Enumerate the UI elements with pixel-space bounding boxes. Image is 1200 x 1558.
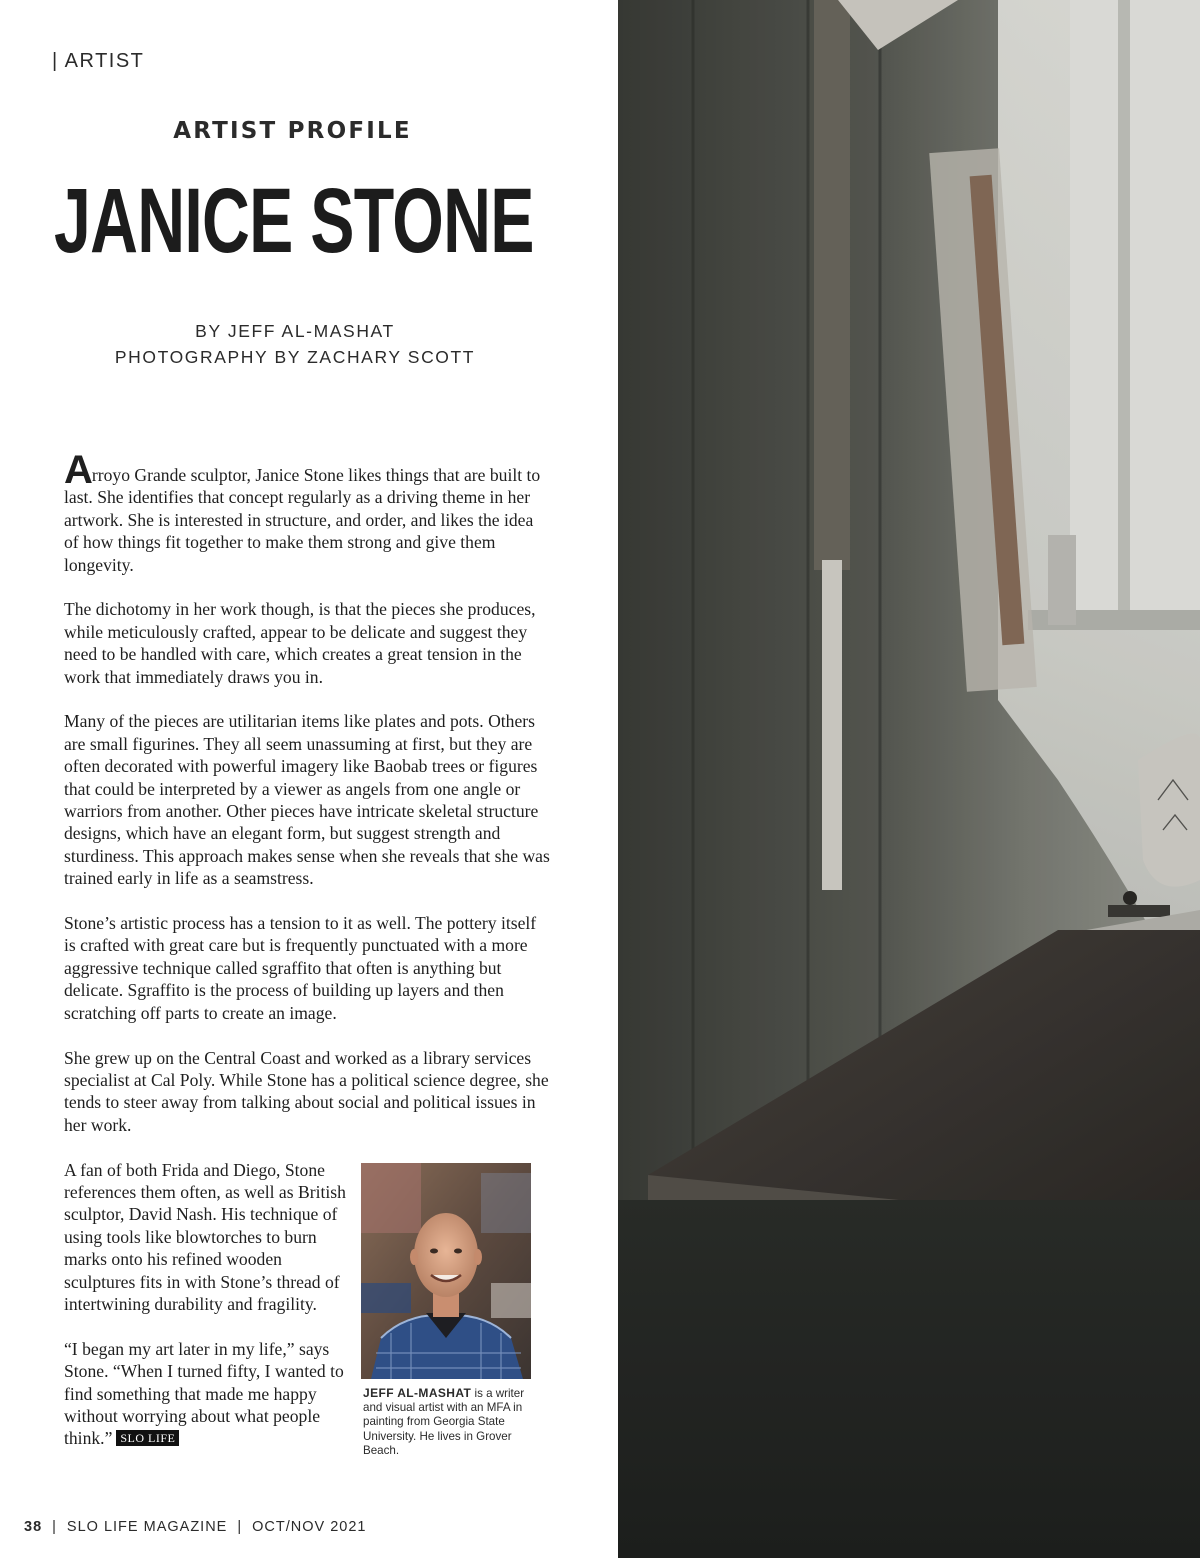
author-photo [361,1163,531,1379]
paragraph-2: The dichotomy in her work though, is that the pieces she produces, while meticulously crafted, appear to be delicate and suggest they need to be handled with care, which creates a great tension in the work that immediately draws you in. [64,599,536,687]
paragraph-7-text: “I began my art later in my life,” says Stone. “When I turned fifty, I wanted to find something that made me happy without worrying about what people think.” [64,1338,344,1449]
footer-separator: | [52,1519,57,1535]
author-bio-text: is a writer and visual artist with an MFA in painting from Georgia State University. He lives in Grover Beach. [363,1387,525,1457]
section-tag: | ARTIST [52,50,145,72]
paragraph-5: She grew up on the Central Coast and worked as a library services specialist at Cal Poly. While Stone has a political science degree, she tends to steer away from talking about social and political issues in her work. [64,1047,549,1135]
paragraph-3: Many of the pieces are utilitarian items like plates and pots. Others are small figurines. They all seem unassuming at first, but they are often decorated with powerful imagery like Baobab trees or figures that could be interpreted by a viewer as angels from one angle or warriors from another. Other pieces have intricate skeletal structure designs, which have an elegant form, but suggest strength and sturdiness. This approach makes sense when she reveals that she was trained early in life as a seamstress. [64,711,550,889]
paragraph-1-text: rroyo Grande sculptor, Janice Stone likes things that are built to last. She identifies that concept regularly as a driving theme in her artwork. She is interested in structure, and order, and likes the idea of how things fit together to make them strong and give them longevity. [64,465,541,575]
end-mark-logo: SLO LIFE [116,1430,179,1446]
author-bio-name: JEFF AL-MASHAT [363,1386,472,1400]
issue-date: OCT/NOV 2021 [252,1519,367,1535]
paragraph-1 [64,448,550,576]
photo-credit: PHOTOGRAPHY BY ZACHARY SCOTT [114,347,476,367]
credits [0,318,590,370]
kicker: ARTIST PROFILE [173,118,412,144]
studio-window-image [618,0,1200,1558]
hero-photo [618,0,1200,1558]
drop-cap: A [64,448,92,492]
page-title: JANICE STONE [54,170,534,272]
author-portrait-image [361,1163,531,1379]
magazine-name: SLO LIFE MAGAZINE [66,1519,228,1535]
paragraph-4: Stone’s artistic process has a tension to it as well. The pottery itself is crafted with great care but is frequently punctuated with a more aggressive technique called sgraffito that often is anything but delicate. Sgraffito is the process of building up layers and then scratching off parts to create an image. [64,913,537,1023]
byline: BY JEFF AL-MASHAT [195,321,395,341]
page-footer [24,1519,366,1535]
footer-separator: | [237,1519,243,1535]
author-bio [363,1386,535,1458]
paragraph-6: A fan of both Frida and Diego, Stone references them often, as well as British sculptor, David Nash. His technique of using tools like blowtorches to burn marks onto his refined wooden sculptures fits in with Stone’s thread of intertwining durability and fragility. [64,1159,346,1314]
paragraph-7 [64,1338,346,1450]
page-number: 38 [24,1519,43,1535]
